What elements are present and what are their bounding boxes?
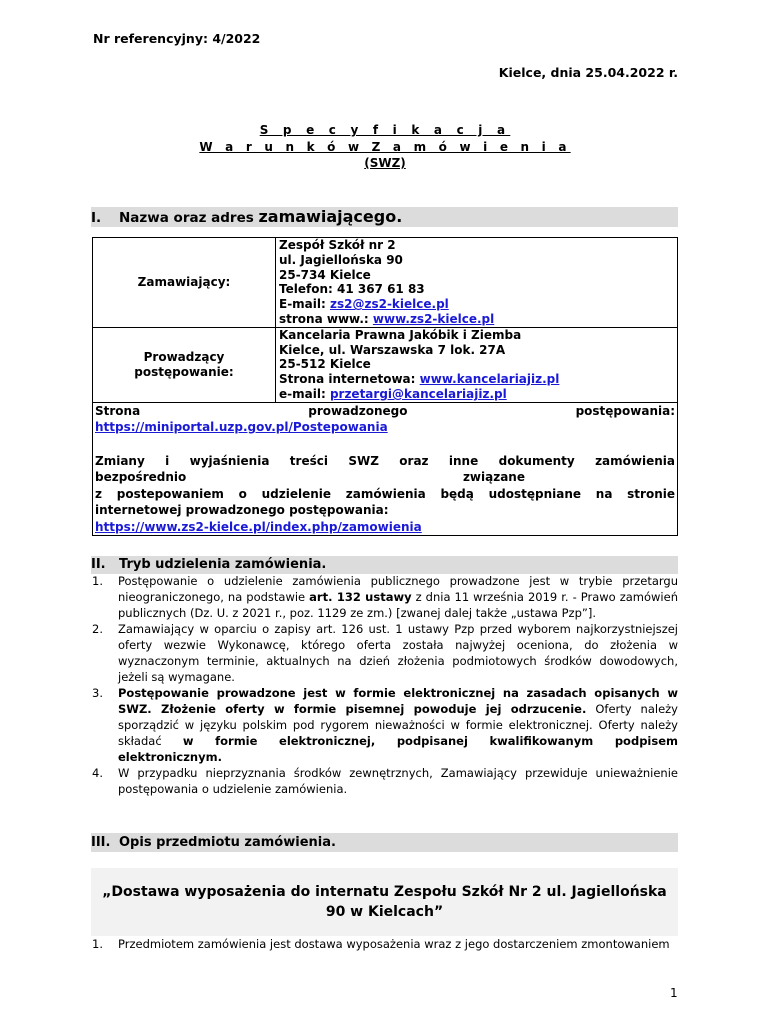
section-title-a: Nazwa oraz adres bbox=[119, 210, 259, 226]
section-number: II. bbox=[91, 557, 106, 572]
changes-page-link[interactable]: https://www.zs2-kielce.pl/index.php/zamowienia bbox=[95, 519, 422, 534]
prowadzacy-address: Kielce, ul. Warszawska 7 lok. 27A bbox=[279, 342, 506, 357]
prowadzacy-www-link[interactable]: www.kancelariajiz.pl bbox=[419, 372, 560, 387]
changes-text-line3: z postepowaniem o udzielenie zamówienia będą udostępniane na stronie bbox=[95, 486, 675, 501]
changes-text-line1: Zmiany i wyjaśnienia treści SWZ oraz inne dokumenty zamówienia bbox=[95, 453, 675, 468]
changes-text-line2: bezpośrednio związane bbox=[95, 470, 525, 485]
section-number: III. bbox=[91, 835, 111, 850]
doc-title-line1: S p e c y f i k a c j a bbox=[259, 123, 511, 137]
zamawiajacy-phone: Telefon: 41 367 61 83 bbox=[279, 282, 425, 297]
section-title: Opis przedmiotu zamówienia. bbox=[119, 835, 336, 850]
item-text: Przedmiotem zamówienia jest dostawa wyposażenia wraz z jego dostarczeniem zmontowaniem bbox=[118, 937, 670, 951]
order-description-list bbox=[92, 936, 678, 952]
email-label: e-mail: bbox=[279, 386, 330, 401]
order-title-line1: „Dostawa wyposażenia do internatu Zespołu Szkół Nr 2 ul. Jagiellońska bbox=[102, 884, 667, 900]
list-item bbox=[92, 936, 678, 952]
zamawiajacy-city: 25-734 Kielce bbox=[279, 267, 371, 282]
section-heading-3 bbox=[91, 833, 678, 852]
section-heading-1 bbox=[91, 207, 678, 227]
prowadzacy-label bbox=[93, 327, 276, 402]
item-number: 1. bbox=[92, 574, 103, 588]
zamawiajacy-www-link[interactable]: www.zs2-kielce.pl bbox=[372, 311, 495, 326]
item-text: Zamawiający w oparciu o zapisy art. 126 ust. 1 ustawy Pzp przed wyborem najkorzystniejszej oferty wezwie Wykonawcę, którego oferta została najwyżej oceniona, do złożenia w wyznaczonym terminie, aktualnych na dzień złożenia podmiotowych środków dowodowych, jeżeli są wymagane. bbox=[118, 622, 678, 684]
zamawiajacy-www-line bbox=[279, 312, 674, 327]
item-text: Postępowanie o udzielenie zamówienia publicznego prowadzone jest w trybie przetargu nieograniczonego, na podstawie art. 132 ustawy z dnia 11 września 2019 r. - Prawo zamówień publicznych (Dz. U. z 2021 r., poz. 1129 ze zm.) [zwanej dalej także „ustawa Pzp”]. bbox=[118, 574, 678, 620]
zamawiajacy-label: Zamawiający: bbox=[93, 238, 276, 328]
contracting-info-table bbox=[92, 237, 678, 536]
table-row bbox=[93, 402, 678, 536]
zamawiajacy-email-line bbox=[279, 297, 674, 312]
prowadzacy-email-link[interactable]: przetargi@kancelariajiz.pl bbox=[329, 386, 507, 401]
item-number: 2. bbox=[92, 622, 103, 636]
prowadzacy-details bbox=[276, 327, 678, 402]
procedure-mode-list bbox=[92, 573, 678, 797]
zamawiajacy-street: ul. Jagiellońska 90 bbox=[279, 252, 403, 267]
prowadzacy-city: 25-512 Kielce bbox=[279, 357, 371, 372]
procedure-page-link[interactable]: https://miniportal.uzp.gov.pl/Postepowania bbox=[95, 420, 388, 435]
list-item bbox=[92, 621, 678, 685]
zamawiajacy-name: Zespół Szkół nr 2 bbox=[279, 238, 396, 252]
reference-number: Nr referencyjny: 4/2022 bbox=[93, 31, 261, 46]
item-text: W przypadku nieprzyznania środków zewnętrznych, Zamawiający przewiduje unieważnienie postępowania o udzielenie zamówienia. bbox=[118, 766, 678, 796]
place-date: Kielce, dnia 25.04.2022 r. bbox=[498, 65, 678, 80]
www-label: strona www.: bbox=[279, 311, 373, 326]
prowadzacy-name: Kancelaria Prawna Jakóbik i Ziemba bbox=[279, 327, 522, 342]
zamawiajacy-email-link[interactable]: zs2@zs2-kielce.pl bbox=[329, 297, 449, 312]
table-row bbox=[93, 327, 678, 402]
table-row bbox=[93, 238, 678, 328]
changes-text-line4: internetowej prowadzonego postępowania: bbox=[95, 503, 389, 518]
list-item bbox=[92, 573, 678, 621]
item-number: 3. bbox=[92, 686, 103, 700]
prowadzacy-label-line2: postępowanie: bbox=[134, 364, 234, 379]
page-number: 1 bbox=[670, 986, 678, 1000]
email-label: E-mail: bbox=[279, 297, 330, 312]
doc-title-line2: W a r u n k ó w Z a m ó w i e n i a bbox=[199, 140, 571, 154]
item-number: 4. bbox=[92, 766, 103, 780]
section-heading-2 bbox=[91, 556, 678, 574]
section-title-b: zamawiającego. bbox=[258, 207, 403, 226]
prowadzacy-label-line1: Prowadzący bbox=[143, 349, 225, 364]
procedure-page-label: Strona prowadzonego postępowania: bbox=[95, 403, 675, 418]
item-text: Postępowanie prowadzone jest w formie elektronicznej na zasadach opisanych w SWZ. Złożenie oferty w formie pisemnej powoduje jej odrzucenie. Oferty należy sporządzić w języku polskim pod rygorem nieważności w formie elektronicznej. Oferty należy składać w formie elektronicznej, podpisanej kwalifikowanym podpisem elektronicznym. bbox=[118, 686, 678, 764]
www-label: Strona internetowa: bbox=[279, 372, 420, 387]
doc-title-line3: (SWZ) bbox=[364, 156, 406, 170]
zamawiajacy-details bbox=[276, 238, 678, 328]
prowadzacy-www-line bbox=[279, 372, 674, 387]
list-item bbox=[92, 685, 678, 765]
item-number: 1. bbox=[92, 937, 103, 951]
list-item bbox=[92, 765, 678, 797]
section-title: Tryb udzielenia zamówienia. bbox=[119, 557, 327, 572]
prowadzacy-email-line bbox=[279, 387, 674, 402]
procedure-info-cell bbox=[93, 402, 678, 536]
order-title-line2: 90 w Kielcach” bbox=[325, 904, 444, 920]
order-title-box bbox=[91, 868, 678, 936]
section-number: I. bbox=[91, 210, 102, 226]
